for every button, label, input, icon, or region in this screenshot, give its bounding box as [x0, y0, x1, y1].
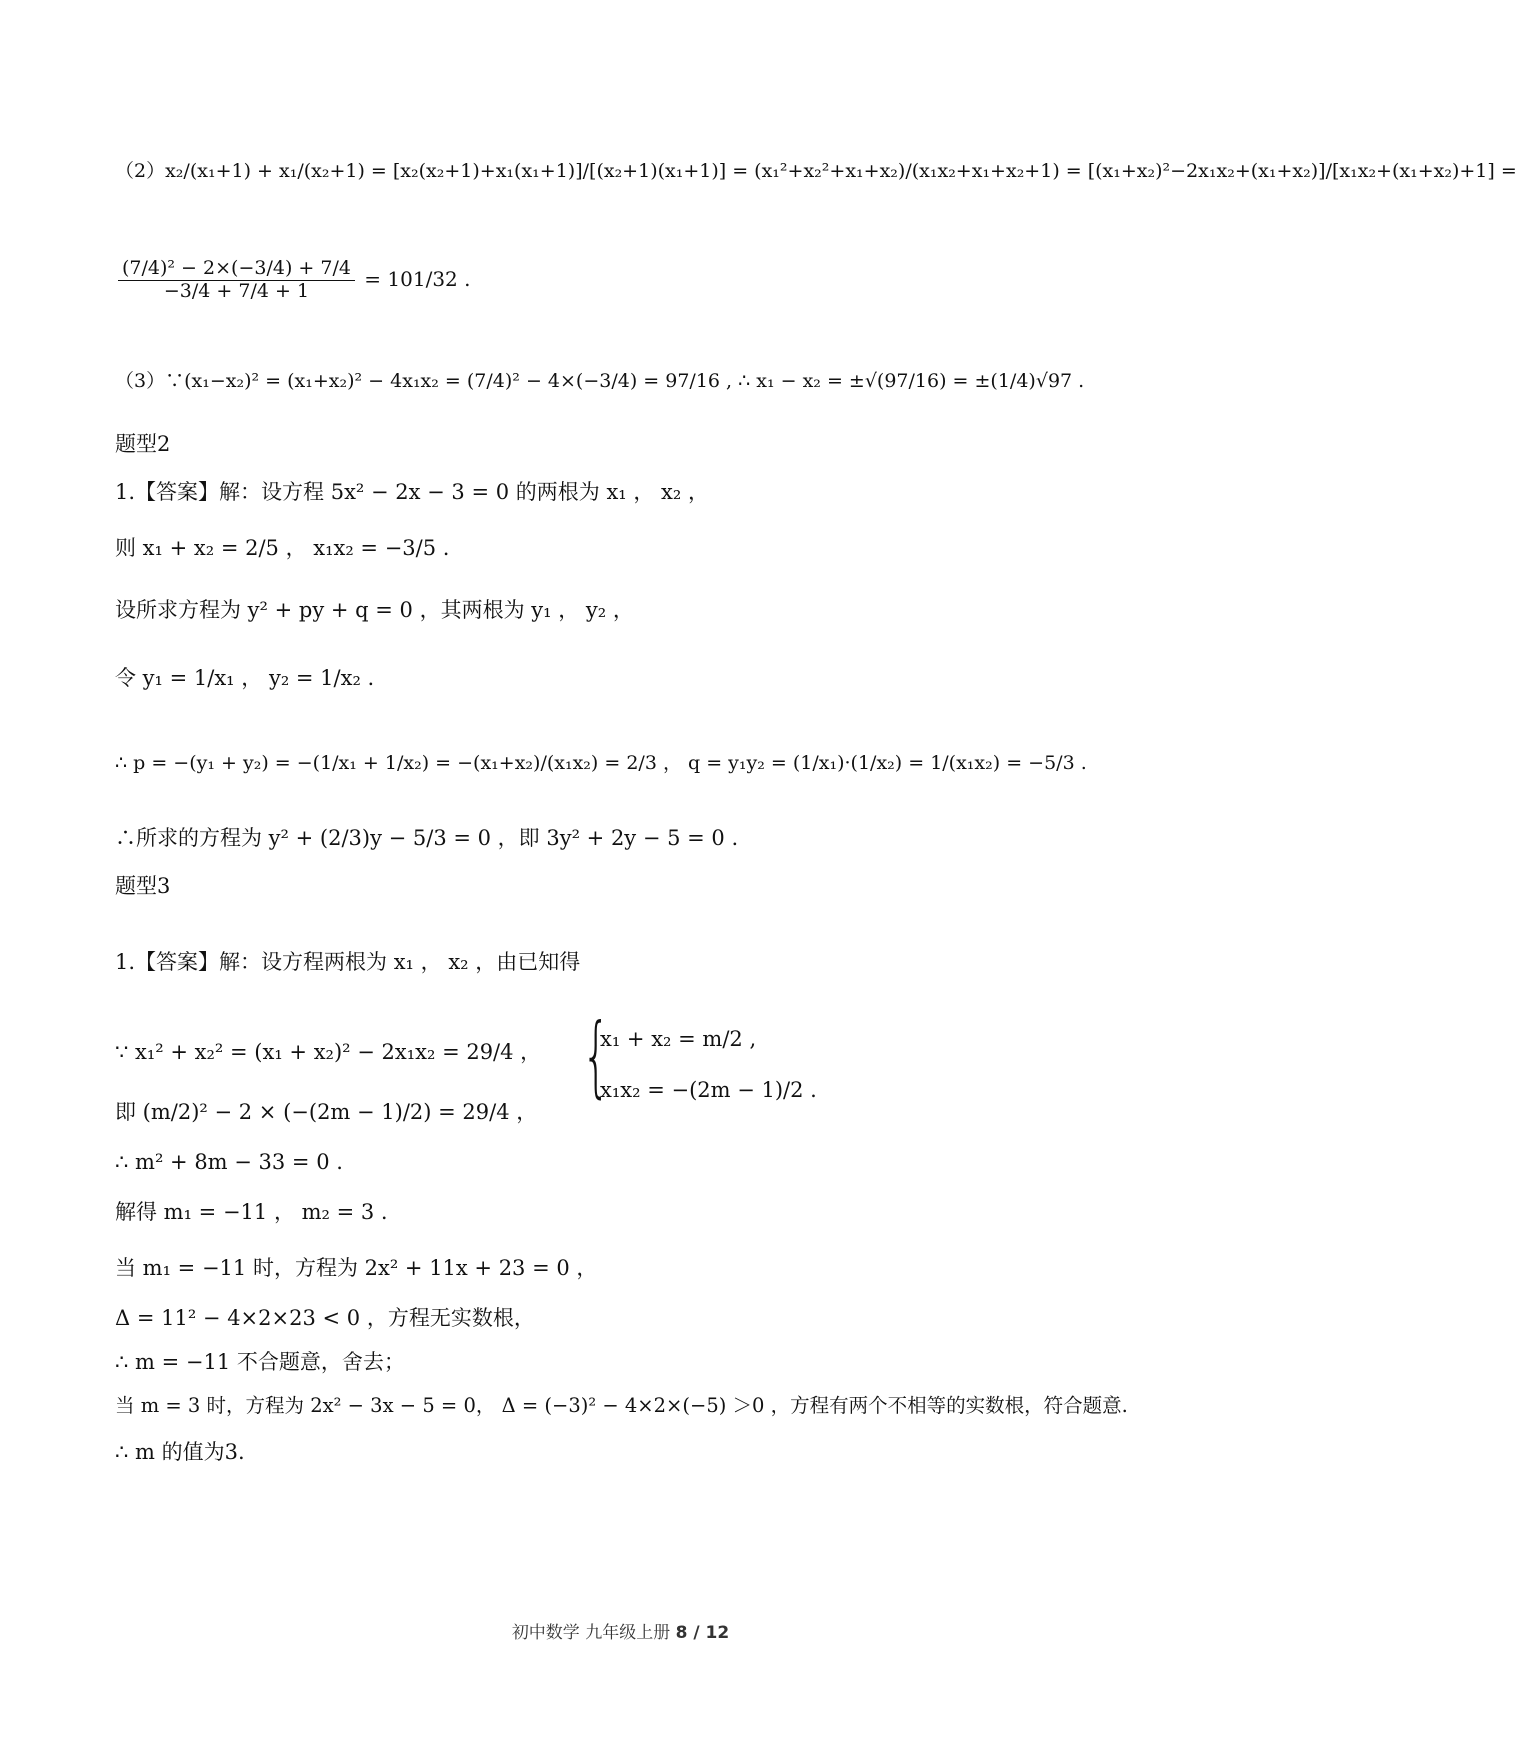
answer3-line-9: 当 m = 3 时，方程为 2x² − 3x − 5 = 0， Δ = (−3)² − 4×2×(−5) ＞0 ，方程有两个不相等的实数根，符合题意. — [115, 1394, 1128, 1417]
answer3-line-7: Δ = 11² − 4×2×23 < 0 ，方程无实数根， — [115, 1306, 535, 1330]
answer-line-3: 设所求方程为 y² + py + q = 0 ，其两根为 y₁ ， y₂ ， — [115, 598, 634, 622]
brace-symbol: { — [582, 1004, 610, 1107]
answer3-line-3: 即 (m/2)² − 2 × (−(2m − 1)/2) = 29/4 ， — [115, 1100, 538, 1124]
equation-system — [582, 1004, 817, 1107]
system-row-1: x₁ + x₂ = m/2 , — [600, 1027, 757, 1051]
answer-line-2: 则 x₁ + x₂ = 2/5 ， x₁x₂ = −3/5 . — [115, 536, 450, 560]
footer-page-number: 8 / 12 — [675, 1623, 730, 1643]
fraction-result: = 101/32 . — [364, 266, 471, 291]
answer3-line-6: 当 m₁ = −11 时，方程为 2x² + 11x + 23 = 0 ， — [115, 1256, 598, 1280]
solution-part-3: （3）∵(x₁−x₂)² = (x₁+x₂)² − 4x₁x₂ = (7/4)² − 4×(−3/4) = 97/16 , ∴ x₁ − x₂ = ±√(97/16) = ±(1/4)√97 . — [115, 370, 1085, 392]
answer3-line-1: 1.【答案】解：设方程两根为 x₁ ， x₂ ，由已知得 — [115, 950, 581, 974]
heading-type-2: 题型2 — [115, 432, 171, 456]
heading-type-3: 题型3 — [115, 874, 171, 898]
answer-line-1: 1.【答案】解：设方程 5x² − 2x − 3 = 0 的两根为 x₁ ， x₂ ， — [115, 480, 709, 504]
answer3-line-8: ∴ m = −11 不合题意，舍去； — [115, 1350, 405, 1374]
system-row-2: x₁x₂ = −(2m − 1)/2 . — [600, 1078, 817, 1103]
answer3-line-2: ∵ x₁² + x₂² = (x₁ + x₂)² − 2x₁x₂ = 29/4 ， — [115, 1040, 542, 1064]
page-footer — [0, 1618, 1241, 1643]
footer-subject: 初中数学 九年级上册 — [511, 1623, 671, 1643]
answer-line-5: ∴ p = −(y₁ + y₂) = −(1/x₁ + 1/x₂) = −(x₁+x₂)/(x₁x₂) = 2/3 ， q = y₁y₂ = (1/x₁)·(1/x₂) = 1/(x₁x₂) = −5/3 . — [115, 752, 1087, 774]
answer3-line-5: 解得 m₁ = −11 ， m₂ = 3 . — [115, 1200, 388, 1224]
solution-part-2: （2）x₂/(x₁+1) + x₁/(x₂+1) = [x₂(x₂+1)+x₁(x₁+1)]/[(x₂+1)(x₁+1)] = (x₁²+x₂²+x₁+x₂)/(x₁x₂+x₁+x₂+1) = [(x₁+x₂)²−2x₁x₂+(x₁+x₂)]/[x₁x₂+(x₁+x₂)+1] = — [115, 160, 1517, 182]
answer-line-6: ∴所求的方程为 y² + (2/3)y − 5/3 = 0 ，即 3y² + 2y − 5 = 0 . — [115, 826, 739, 850]
answer-line-4: 令 y₁ = 1/x₁ ， y₂ = 1/x₂ . — [115, 666, 375, 690]
fraction-substitution: $\frac{\text{(7/4)² − 2×(−3/4) + 7/4}}{-3/4 + 7/4 + 1}$ = 101/32 . — [115, 258, 471, 303]
answer3-line-10: ∴ m 的值为3. — [115, 1440, 245, 1464]
answer3-line-4: ∴ m² + 8m − 33 = 0 . — [115, 1150, 343, 1174]
